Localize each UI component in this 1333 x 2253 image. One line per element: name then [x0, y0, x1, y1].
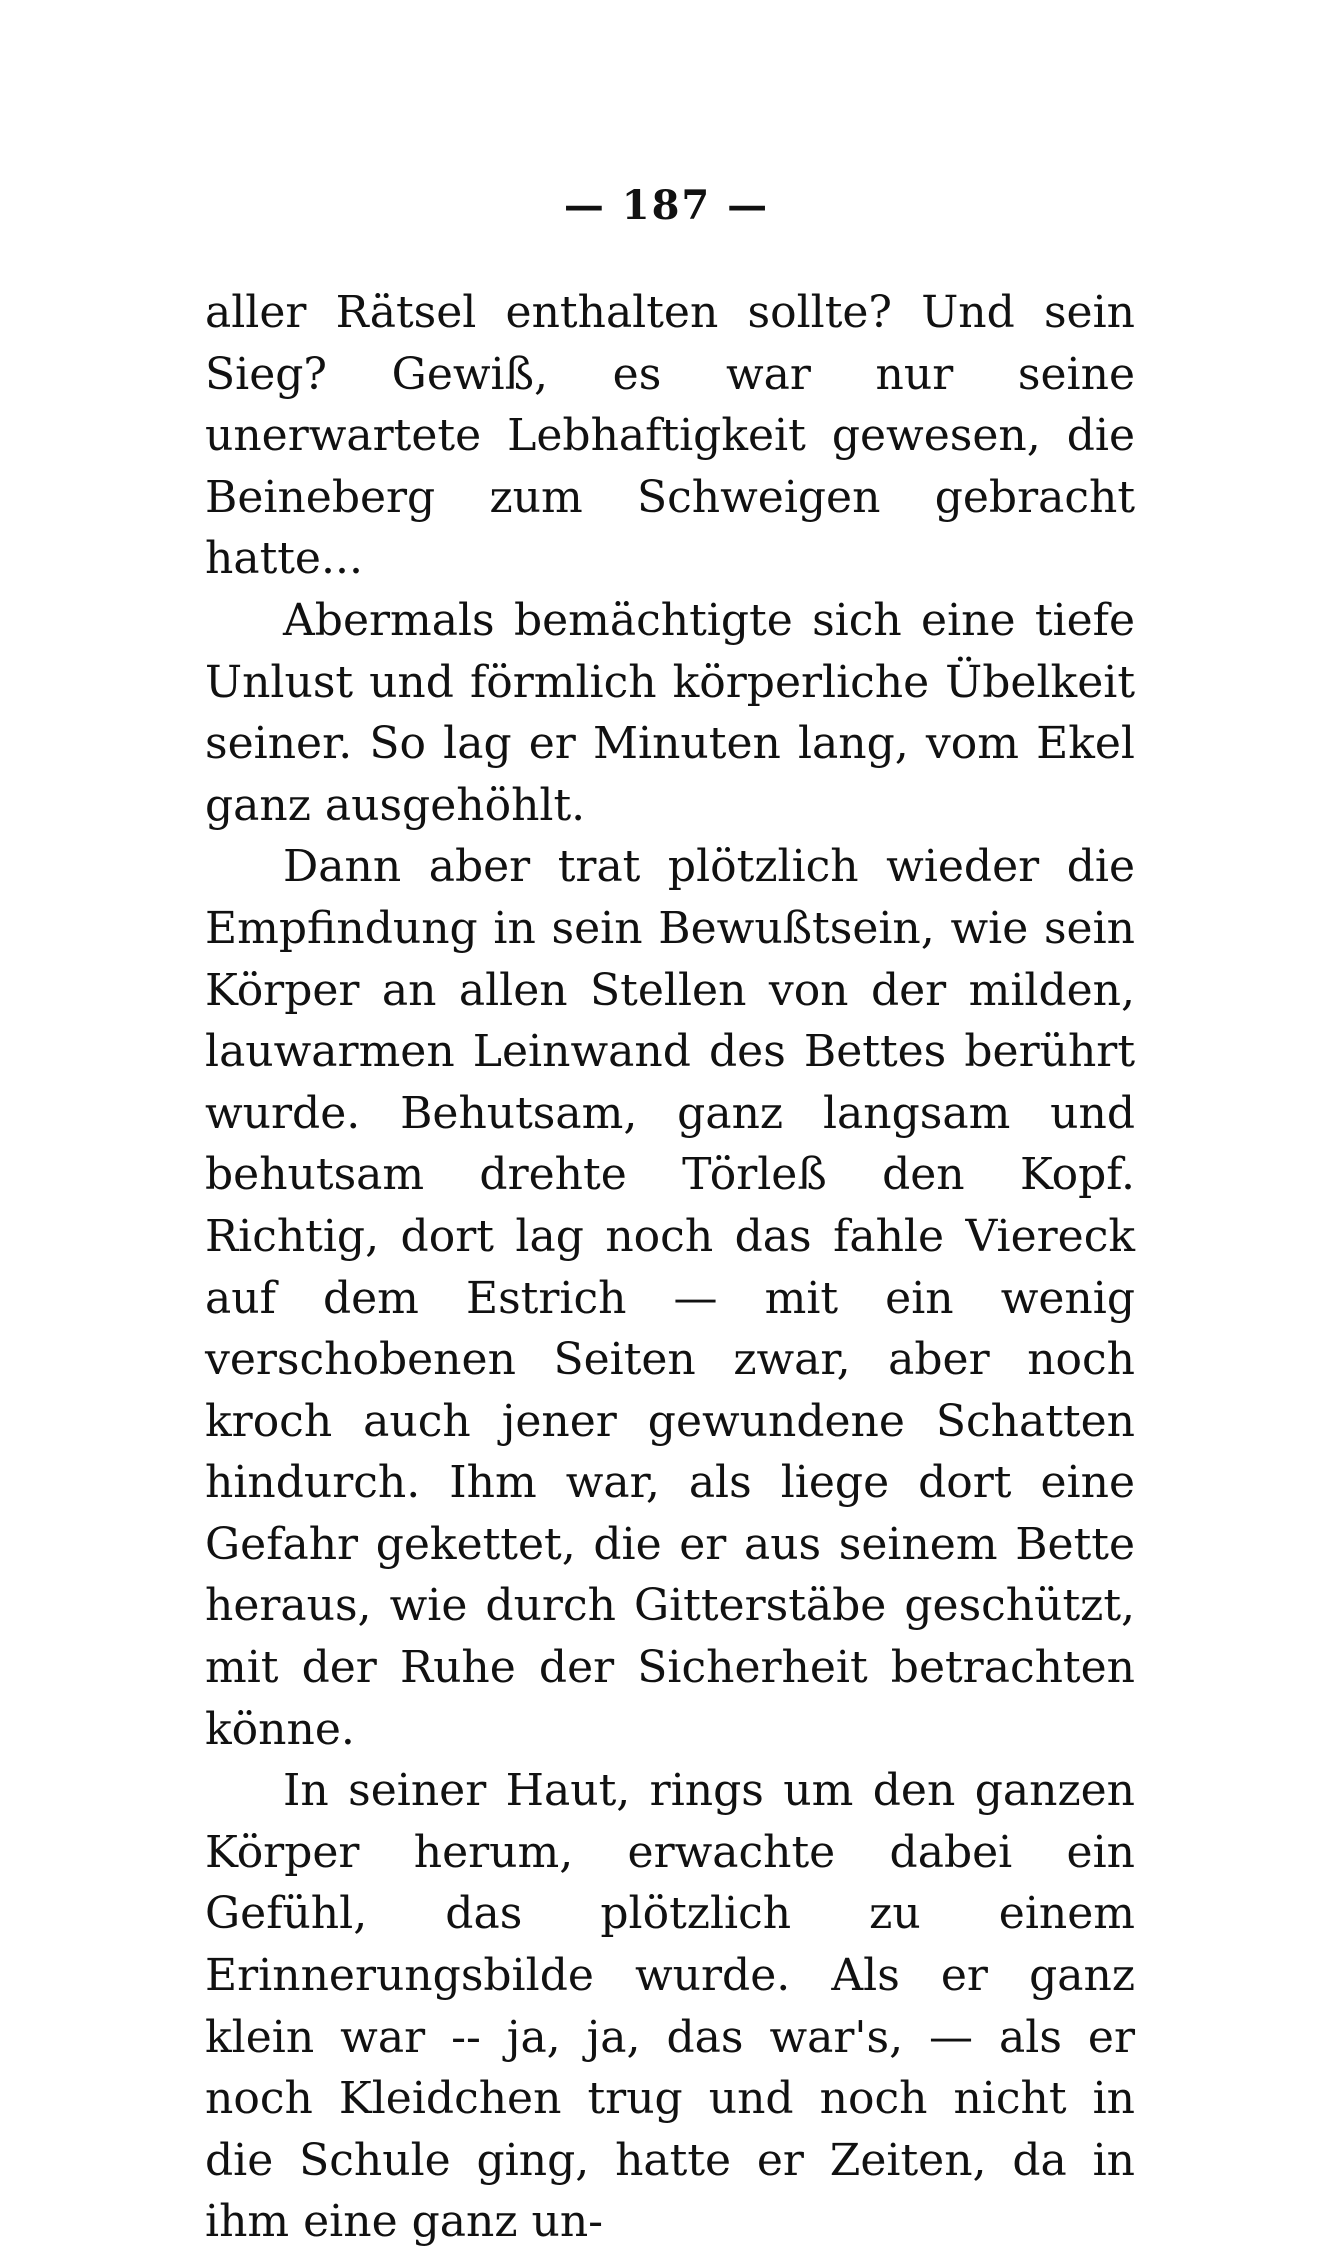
- paragraph-continuation: aller Rätsel enthalten sollte? Und sein Sieg? Gewiß, es war nur seine unerwartete Lebhaftigkeit gewesen, die Beineberg zum Schweigen gebracht hatte...: [205, 287, 1135, 585]
- body-text: [205, 282, 1135, 2253]
- page-number: — 187 —: [563, 182, 770, 229]
- paragraph: Abermals bemächtigte sich eine tiefe Unlust und förmlich körperliche Übelkeit seiner. So lag er Minuten lang, vom Ekel ganz ausgehöhlt.: [205, 594, 1135, 831]
- paragraph: In seiner Haut, rings um den ganzen Körper herum, erwachte dabei ein Gefühl, das plötzlich zu einem Erinnerungsbilde wurde. Als er ganz klein war -- ja, ja, das war's, — als er noch Kleidchen trug und noch nicht in die Schule ging, hatte er Zeiten, da in ihm eine ganz un-: [205, 1765, 1135, 2248]
- paragraph: Dann aber trat plötzlich wieder die Empfindung in sein Bewußtsein, wie sein Körper an allen Stellen von der milden, lauwarmen Leinwand des Bettes berührt wurde. Behutsam, ganz langsam und behutsam drehte Törleß den Kopf. Richtig, dort lag noch das fahle Viereck auf dem Estrich — mit ein wenig verschobenen Seiten zwar, aber noch kroch auch jener gewundene Schatten hindurch. Ihm war, als liege dort eine Gefahr gekettet, die er aus seinem Bette heraus, wie durch Gitterstäbe geschützt, mit der Ruhe der Sicherheit betrachten könne.: [205, 841, 1135, 1755]
